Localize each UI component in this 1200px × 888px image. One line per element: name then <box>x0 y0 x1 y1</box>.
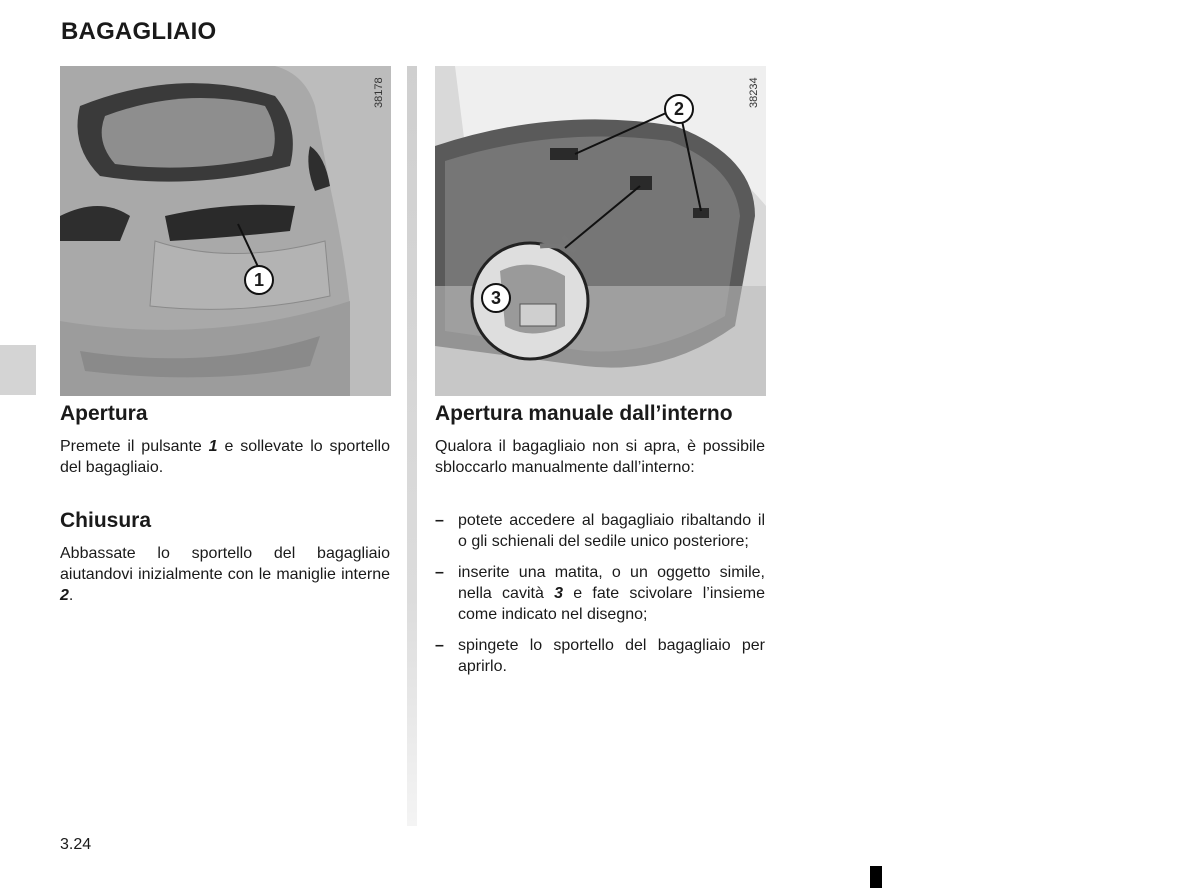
step-item <box>435 635 765 677</box>
step-text: potete accedere al bagagliaio ribaltando il o gli schienali del sedile unico posteriore; <box>458 512 765 550</box>
callout-3: 3 <box>481 283 511 313</box>
step-text: inserite una matita, o un oggetto simile, nella cavità <box>458 564 765 602</box>
chapter-tab <box>0 345 36 395</box>
rear-vehicle-drawing <box>60 66 391 396</box>
tailgate-drawing <box>435 66 766 396</box>
column-divider <box>407 66 417 826</box>
dash-marker: – <box>435 512 444 529</box>
page-title: BAGAGLIAIO <box>61 18 217 45</box>
manual-opening-steps <box>435 510 765 687</box>
print-mark <box>870 866 882 888</box>
manual-opening-intro: Qualora il bagagliaio non si apra, è possibile sbloccarlo manualmente dall’interno: <box>435 438 765 476</box>
tailgate-interior-illustration <box>435 66 766 396</box>
opening-text-end: e sollevate lo sportello del bagagliaio. <box>60 438 391 476</box>
figure-code: 38234 <box>748 77 760 108</box>
opening-paragraph <box>60 436 390 478</box>
step-text-end: e fate scivolare l’insieme come indicato nel disegno; <box>458 585 765 623</box>
step-item <box>435 510 765 552</box>
ref-3: 3 <box>554 585 564 602</box>
closing-paragraph <box>60 543 390 606</box>
ref-2: 2 <box>60 587 69 604</box>
step-item <box>435 562 765 625</box>
page-number: 3.24 <box>60 836 92 853</box>
dash-marker: – <box>435 564 444 581</box>
dash-marker: – <box>435 637 444 654</box>
rear-vehicle-illustration <box>60 66 391 396</box>
closing-text-end: . <box>68 587 74 604</box>
callout-1: 1 <box>244 265 274 295</box>
step-text: spingete lo sportello del bagagliaio per aprirlo. <box>458 637 765 675</box>
opening-heading: Apertura <box>60 402 148 425</box>
ref-1: 1 <box>208 438 218 455</box>
opening-text: Premete il pulsante <box>60 438 209 455</box>
callout-2: 2 <box>664 94 694 124</box>
closing-text: Abbassate lo sportello del bagagliaio aiutandovi inizialmente con le maniglie interne <box>60 545 390 583</box>
figure-code: 38178 <box>373 77 385 108</box>
manual-opening-heading: Apertura manuale dall’interno <box>435 402 733 425</box>
closing-heading: Chiusura <box>60 509 152 532</box>
